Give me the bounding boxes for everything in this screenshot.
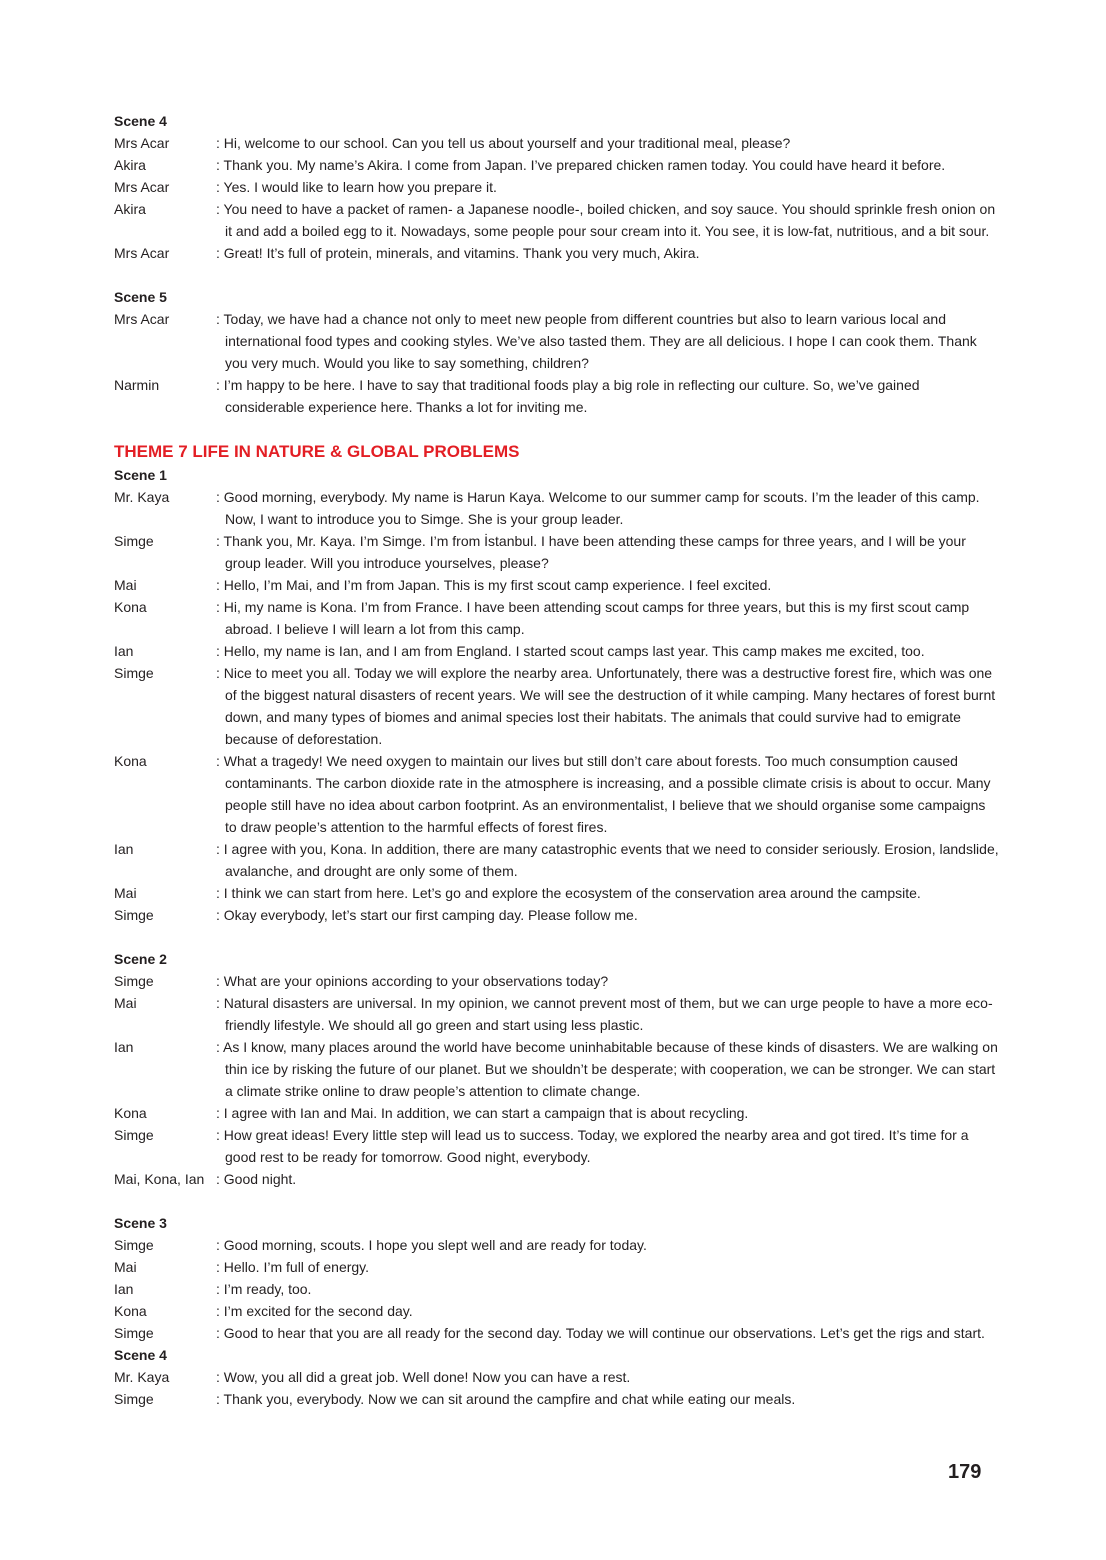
dialogue-text: : What a tragedy! We need oxygen to maintain our lives but still don’t care about forests. Too much consumption caused contaminants. The carbon dioxide rate in the atmosphere is increasing, and a possible climate crisis is about to occur. Many people still have no idea about carbon footprint. As an environmentalist, I believe that we should organise some campaigns to draw people’s attention to the harmful effects of forest fires. (216, 753, 991, 835)
dialogue-line (114, 176, 999, 198)
dialogue-line (114, 242, 999, 264)
dialogue-text: : Good morning, everybody. My name is Harun Kaya. Welcome to our summer camp for scouts. I’m the leader of this camp. Now, I want to introduce you to Simge. She is your group leader. (216, 489, 980, 527)
dialogue-text: : Hi, welcome to our school. Can you tell us about yourself and your traditional meal, please? (216, 135, 791, 151)
speaker-name: Mai (114, 995, 137, 1011)
spacer (114, 264, 999, 286)
dialogue-text: : I’m happy to be here. I have to say that traditional foods play a big role in reflecting our culture. So, we’ve gained considerable experience here. Thanks a lot for inviting me. (216, 377, 920, 415)
speaker-name: Ian (114, 1281, 134, 1297)
dialogue-line (114, 154, 999, 176)
theme-title: THEME 7 LIFE IN NATURE & GLOBAL PROBLEMS (114, 442, 520, 461)
dialogue-line (114, 838, 999, 882)
dialogue-text: : As I know, many places around the world have become uninhabitable because of these kinds of disasters. We are walking on thin ice by risking the future of our planet. But we shouldn’t be desperate; with cooperation, we can be stronger. We can start a climate strike online to draw people’s attention to climate change. (216, 1039, 998, 1099)
dialogue-text: : Hello. I’m full of energy. (216, 1259, 370, 1275)
spacer (114, 926, 999, 948)
speaker-name: Kona (114, 599, 147, 615)
dialogue-line (114, 1168, 999, 1190)
dialogue-text: : What are your opinions according to your observations today? (216, 973, 609, 989)
dialogue-text: : Great! It’s full of protein, minerals, and vitamins. Thank you very much, Akira. (216, 245, 700, 261)
speaker-name: Ian (114, 1039, 134, 1055)
theme-7-dialogue (114, 464, 999, 1410)
dialogue-text: : I’m excited for the second day. (216, 1303, 413, 1319)
dialogue-line (114, 640, 999, 662)
dialogue-text: : Thank you, Mr. Kaya. I’m Simge. I’m from İstanbul. I have been attending these camps for three years, and I will be your group leader. Will you introduce yourselves, please? (216, 533, 966, 571)
dialogue-line (114, 1102, 999, 1124)
scene-heading: Scene 4 (114, 113, 167, 129)
speaker-name: Mai (114, 1259, 137, 1275)
dialogue-text: : Good morning, scouts. I hope you slept well and are ready for today. (216, 1237, 647, 1253)
dialogue-text: : I’m ready, too. (216, 1281, 312, 1297)
theme-6-dialogue (114, 110, 999, 440)
speaker-name: Akira (114, 157, 146, 173)
speaker-name: Simge (114, 973, 154, 989)
dialogue-text: : Yes. I would like to learn how you prepare it. (216, 179, 497, 195)
speaker-name: Kona (114, 1105, 147, 1121)
dialogue-text: : Thank you. My name’s Akira. I come from Japan. I’ve prepared chicken ramen today. You could have heard it before. (216, 157, 946, 173)
scene-heading: Scene 2 (114, 951, 167, 967)
dialogue-text: : Natural disasters are universal. In my opinion, we cannot prevent most of them, but we can urge people to have a more eco-friendly lifestyle. We should all go green and start using less plastic. (216, 995, 993, 1033)
speaker-name: Mr. Kaya (114, 1369, 170, 1385)
dialogue-line (114, 198, 999, 242)
speaker-name: Simge (114, 1391, 154, 1407)
dialogue-text: : Hello, I’m Mai, and I’m from Japan. This is my first scout camp experience. I feel excited. (216, 577, 772, 593)
dialogue-text: : I think we can start from here. Let’s go and explore the ecosystem of the conservation area around the campsite. (216, 885, 921, 901)
dialogue-text: : Hello, my name is Ian, and I am from England. I started scout camps last year. This camp makes me excited, too. (216, 643, 925, 659)
dialogue-line (114, 596, 999, 640)
dialogue-line (114, 1234, 999, 1256)
dialogue-line (114, 662, 999, 750)
dialogue-line (114, 486, 999, 530)
spacer (114, 1190, 999, 1212)
dialogue-text: : I agree with Ian and Mai. In addition, we can start a campaign that is about recycling. (216, 1105, 749, 1121)
dialogue-line (114, 1278, 999, 1300)
spacer (114, 418, 999, 440)
dialogue-text: : How great ideas! Every little step will lead us to success. Today, we explored the nearby area and got tired. It’s time for a good rest to be ready for tomorrow. Good night, everybody. (216, 1127, 969, 1165)
page-number: 179 (948, 1461, 982, 1483)
dialogue-line (114, 1322, 999, 1344)
speaker-name: Simge (114, 907, 154, 923)
dialogue-line (114, 992, 999, 1036)
speaker-name: Simge (114, 533, 154, 549)
dialogue-line (114, 1036, 999, 1102)
dialogue-text: : Nice to meet you all. Today we will explore the nearby area. Unfortunately, there was a destructive forest fire, which was one of the biggest natural disasters of recent years. We will see the destruction of it while camping. Many hectares of forest burnt down, and many types of biomes and animal species lost their habitats. The animals that could survive had to emigrate because of deforestation. (216, 665, 996, 747)
dialogue-line (114, 132, 999, 154)
speaker-name: Mrs Acar (114, 311, 170, 327)
scene-heading: Scene 4 (114, 1347, 167, 1363)
speaker-name: Ian (114, 643, 134, 659)
speaker-name: Mrs Acar (114, 135, 170, 151)
speaker-name: Simge (114, 1325, 154, 1341)
speaker-name: Mrs Acar (114, 245, 170, 261)
dialogue-text: : Good night. (216, 1171, 297, 1187)
speaker-name: Simge (114, 1127, 154, 1143)
dialogue-text: : Okay everybody, let’s start our first camping day. Please follow me. (216, 907, 638, 923)
speaker-name: Mr. Kaya (114, 489, 170, 505)
speaker-name: Mrs Acar (114, 179, 170, 195)
dialogue-text: : You need to have a packet of ramen- a Japanese noodle-, boiled chicken, and soy sauce. You should sprinkle fresh onion on it and add a boiled egg to it. Nowadays, some people pour sour cream into it. You see, it is low-fat, nutritious, and a bit sour. (216, 201, 996, 239)
dialogue-text: : Today, we have had a chance not only to meet new people from different countries but also to learn various local and international food types and cooking styles. We’ve also tasted them. They are all delicious. I hope I can cook them. Thank you very much. Would you like to say something, children? (216, 311, 977, 371)
dialogue-line (114, 374, 999, 418)
speaker-name: Mai (114, 885, 137, 901)
dialogue-line (114, 1124, 999, 1168)
dialogue-text: : I agree with you, Kona. In addition, there are many catastrophic events that we need to consider seriously. Erosion, landslide, avalanche, and drought are only some of them. (216, 841, 999, 879)
dialogue-line (114, 308, 999, 374)
speaker-name: Mai (114, 577, 137, 593)
dialogue-text: : Wow, you all did a great job. Well done! Now you can have a rest. (216, 1369, 631, 1385)
dialogue-line (114, 530, 999, 574)
dialogue-line (114, 882, 999, 904)
speaker-name: Kona (114, 753, 147, 769)
scene-heading: Scene 3 (114, 1215, 167, 1231)
scene-heading: Scene 1 (114, 467, 167, 483)
dialogue-line (114, 574, 999, 596)
scene-heading: Scene 5 (114, 289, 167, 305)
dialogue-line (114, 1300, 999, 1322)
speaker-name: Mai, Kona, Ian (114, 1171, 205, 1187)
speaker-name: Simge (114, 1237, 154, 1253)
speaker-name: Akira (114, 201, 146, 217)
document-page (114, 110, 999, 1410)
dialogue-line (114, 1366, 999, 1388)
dialogue-line (114, 904, 999, 926)
speaker-name: Ian (114, 841, 134, 857)
dialogue-text: : Good to hear that you are all ready for the second day. Today we will continue our observations. Let’s get the rigs and start. (216, 1325, 985, 1341)
dialogue-text: : Thank you, everybody. Now we can sit around the campfire and chat while eating our meals. (216, 1391, 796, 1407)
speaker-name: Narmin (114, 377, 160, 393)
dialogue-line (114, 1388, 999, 1410)
dialogue-text: : Hi, my name is Kona. I’m from France. I have been attending scout camps for three years, but this is my first scout camp abroad. I believe I will learn a lot from this camp. (216, 599, 970, 637)
dialogue-line (114, 970, 999, 992)
speaker-name: Simge (114, 665, 154, 681)
dialogue-line (114, 750, 999, 838)
dialogue-line (114, 1256, 999, 1278)
speaker-name: Kona (114, 1303, 147, 1319)
